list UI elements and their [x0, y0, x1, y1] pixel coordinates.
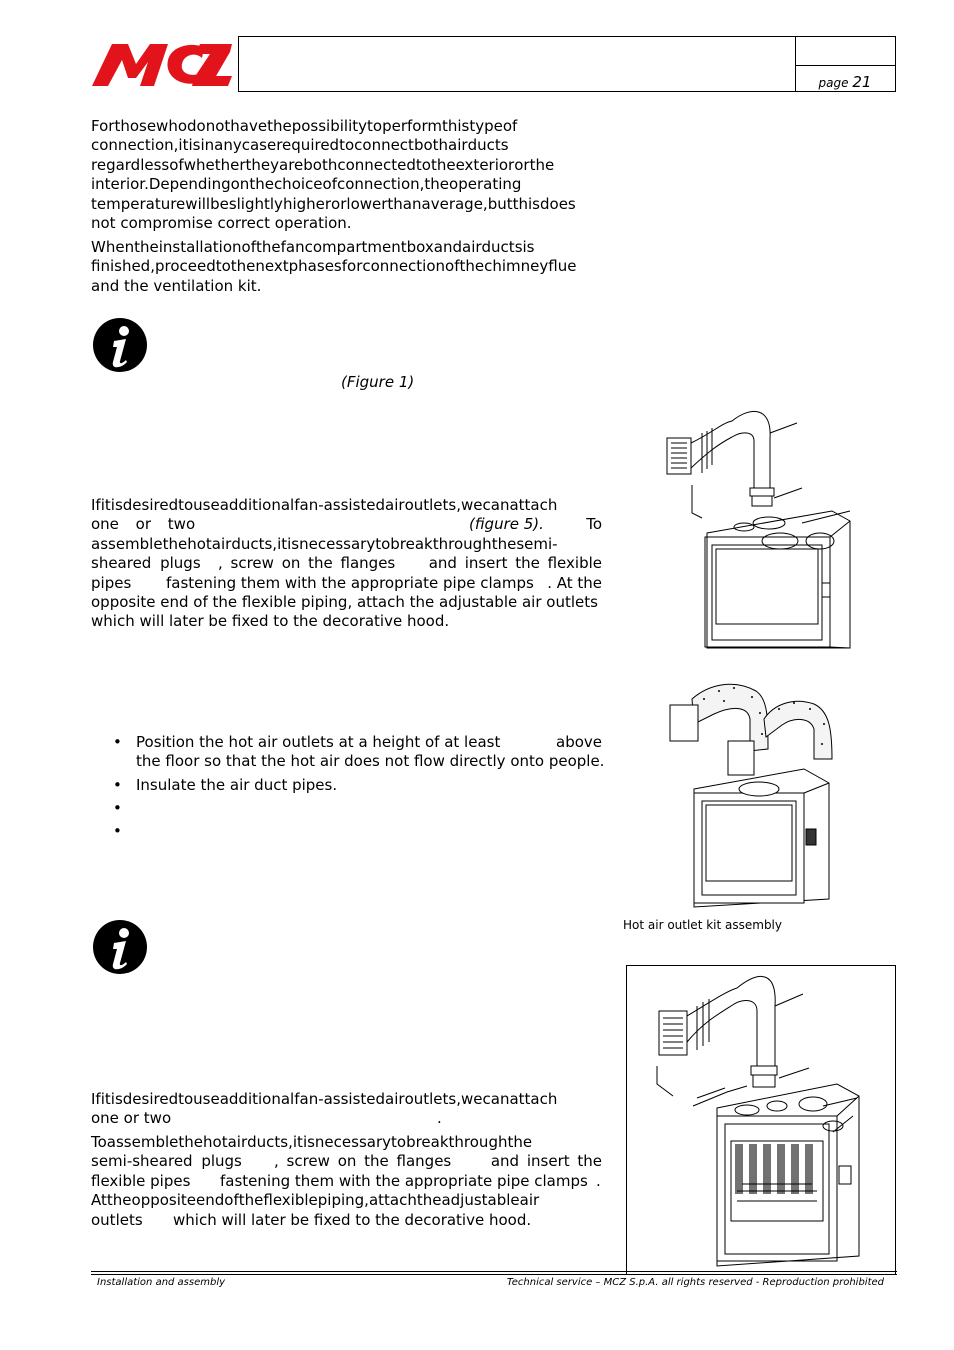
word: it [292, 1133, 303, 1151]
info-icon [92, 919, 148, 975]
bullet-marker: • [113, 822, 122, 841]
word: is [110, 1090, 123, 1108]
word: phases [288, 257, 342, 276]
word: to [339, 136, 355, 155]
word: To [91, 1133, 107, 1151]
word: exterior [455, 155, 515, 174]
word: necessary [299, 534, 376, 553]
word: operating [449, 175, 522, 194]
word: the [267, 117, 292, 135]
text-line [91, 574, 602, 593]
word: the [424, 175, 450, 194]
text-fragment: sheared plugs [91, 554, 201, 573]
word: assemble [106, 1133, 179, 1151]
word: assemble [91, 534, 163, 553]
text-line [91, 238, 602, 257]
figure-1-reference: (Figure 1) [341, 373, 415, 391]
text-line [91, 117, 602, 136]
text-fragment: . [437, 1109, 442, 1128]
word: use [193, 496, 220, 514]
word: air [448, 136, 468, 155]
text-line [91, 156, 602, 175]
text-line [91, 535, 602, 554]
word: those [114, 117, 157, 135]
header-divider-vertical [795, 36, 796, 92]
page-label: page [818, 76, 849, 90]
word: possibility [291, 117, 367, 135]
word: chimney [484, 257, 549, 276]
word: is [302, 1133, 315, 1151]
text-line [91, 496, 602, 515]
text-fragment: . At the [547, 573, 602, 592]
text-line: opposite end of the flexible piping, attach the adjustable air outlets [91, 593, 598, 612]
word: For [91, 117, 115, 135]
word: to [375, 534, 391, 553]
text-line [91, 1109, 602, 1128]
word: both [413, 136, 449, 155]
word: hot [187, 534, 212, 553]
word: whether [183, 155, 246, 174]
word: the [529, 155, 555, 174]
word: connection, [336, 175, 425, 194]
word: additional [219, 1090, 295, 1108]
word: connection [362, 257, 446, 276]
text-line [91, 1090, 602, 1109]
text-line: the floor so that the hot air does not flow directly onto people. [136, 752, 605, 771]
word: end [196, 1191, 225, 1210]
word: can [482, 496, 510, 514]
text-line [91, 554, 602, 573]
text-line [91, 1191, 602, 1210]
word: temperature [91, 194, 186, 213]
word: can [482, 1090, 510, 1108]
word: attach [509, 496, 558, 514]
word: for [341, 257, 363, 276]
word: to [415, 155, 431, 174]
text-fragment: , screw on the flanges [218, 554, 396, 573]
text-line: which will later be fixed to the decorative hood. [91, 612, 450, 631]
word: higher [282, 194, 332, 213]
word: connected [337, 155, 416, 174]
text-fragment: pipes [91, 573, 132, 592]
word: average, [421, 194, 488, 213]
text-line: Insulate the air duct pipes. [136, 775, 338, 794]
word: air [385, 1090, 405, 1108]
text-fragment: flexible pipes [91, 1171, 191, 1190]
word: choice [273, 175, 323, 194]
word: to [215, 257, 231, 276]
word: attach [368, 1191, 417, 1210]
word: through [448, 1133, 508, 1151]
word: and [433, 238, 462, 256]
word: necessary [314, 1133, 391, 1151]
word: type [469, 117, 503, 135]
word: does [540, 194, 576, 213]
word: flexible [263, 1191, 318, 1210]
word: the [238, 1191, 264, 1210]
bullet-list [113, 733, 605, 841]
word: this [441, 117, 470, 135]
section-1-paragraph [91, 496, 602, 632]
text-fragment: fastening them with the appropriate pipe clamps [220, 1171, 588, 1190]
word: ducts, [247, 1133, 293, 1151]
word: slightly [228, 194, 283, 213]
word: case [241, 136, 277, 155]
word: any [214, 136, 242, 155]
word: of [322, 175, 337, 194]
text-fragment: one or two [91, 1109, 172, 1128]
section-2-paragraph-2 [91, 1133, 602, 1230]
word: fan-assisted [294, 496, 386, 514]
word: the [256, 238, 281, 256]
figure-5-reference: (figure 5). [469, 515, 544, 534]
word: will [185, 194, 211, 213]
word: the [178, 1133, 204, 1151]
header-box [238, 36, 896, 92]
text-fragment: above [556, 733, 602, 751]
word: the [507, 1133, 533, 1151]
word: ducts, [231, 534, 278, 553]
figure-caption: Hot air outlet kit assembly [623, 918, 782, 932]
text-fragment: fastening them with the appropriate pipe clamps [166, 573, 534, 592]
text-fragment: semi-sheared plugs [91, 1152, 242, 1171]
intro-paragraph-1 [91, 117, 602, 233]
footer-right-text: Technical service – MCZ S.p.A. all rights reserved - Reproduction prohibited [506, 1277, 884, 1288]
bullet-marker: • [113, 775, 122, 794]
word: than [387, 194, 422, 213]
word: is [287, 534, 300, 553]
footer-rule [91, 1274, 897, 1275]
word: piping, [317, 1191, 369, 1210]
word: semi- [516, 534, 558, 553]
text-line [91, 1133, 602, 1152]
page-number [800, 73, 890, 91]
word: they [245, 155, 279, 174]
word: regardless [91, 155, 170, 174]
word: connection, [91, 136, 179, 155]
word: If [91, 1090, 101, 1108]
word: but [487, 194, 513, 213]
word: to [367, 117, 383, 135]
list-item [113, 733, 605, 772]
word: is [110, 496, 123, 514]
word: we [461, 496, 483, 514]
word: attach [509, 1090, 558, 1108]
word: the [230, 257, 256, 276]
word: not [205, 117, 231, 135]
word: connect [354, 136, 414, 155]
text-line [136, 733, 602, 752]
word: air [519, 1191, 540, 1210]
word: ducts [481, 238, 523, 256]
word: the [134, 238, 159, 256]
word: be [210, 194, 229, 213]
word: it [277, 534, 288, 553]
word: lower [346, 194, 388, 213]
footer-rule [91, 1271, 897, 1272]
word: proceed [154, 257, 216, 276]
word: the [416, 1191, 442, 1210]
word: box [406, 238, 434, 256]
text-fragment: and insert the [490, 1152, 602, 1171]
header-divider-horizontal [795, 65, 896, 66]
word: break [390, 534, 433, 553]
word: on [230, 175, 250, 194]
word: hot [203, 1133, 228, 1151]
text-fragment: , screw on the flanges [274, 1152, 452, 1171]
word: of [169, 155, 184, 174]
word: Depending [148, 175, 231, 194]
word: of [241, 238, 256, 256]
word: flue [548, 257, 577, 276]
text-line [91, 136, 602, 155]
text-line [91, 257, 602, 276]
word: both [303, 155, 338, 174]
text-fragment: . [596, 1171, 601, 1190]
page-number-value: 21 [852, 73, 872, 91]
word: have [230, 117, 268, 135]
figure-insulated-air-ducts [664, 679, 842, 911]
word: outlets, [404, 1090, 462, 1108]
word: to [391, 1133, 407, 1151]
word: air [227, 1133, 248, 1151]
word: next [255, 257, 289, 276]
word: are [279, 155, 304, 174]
word: additional [219, 496, 295, 514]
figure-insert-air-outlets [662, 403, 857, 661]
word: When [91, 238, 135, 256]
word: of [445, 257, 460, 276]
word: air [462, 238, 482, 256]
intro-paragraph-2 [91, 238, 602, 296]
text-line: not compromise correct operation. [91, 214, 352, 233]
word: the [430, 155, 456, 174]
word: this [512, 194, 540, 213]
word: fan [280, 238, 305, 256]
text-line [91, 1152, 602, 1171]
word: through [432, 534, 492, 553]
text-fragment: and insert the flexible [428, 554, 602, 573]
word: it [100, 496, 111, 514]
word: the [249, 175, 274, 194]
text-line [91, 195, 602, 214]
word: use [193, 1090, 220, 1108]
bullet-marker: • [113, 733, 122, 751]
list-item [113, 822, 602, 841]
word: required [276, 136, 340, 155]
word: desired [122, 1090, 179, 1108]
word: desired [122, 496, 179, 514]
footer-left-text: Installation and assembly [97, 1277, 226, 1288]
figure-box [626, 965, 896, 1275]
word: do [187, 117, 206, 135]
word: the [459, 257, 485, 276]
word: of [502, 117, 518, 135]
word: to [178, 496, 194, 514]
word: If [91, 496, 101, 514]
word: is [522, 238, 535, 256]
bullet-marker: • [113, 799, 122, 818]
mcz-logo [92, 44, 232, 86]
text-line [91, 515, 602, 534]
text-fragment: Position the hot air outlets at a height of at least [136, 733, 501, 751]
text-line: and the ventilation kit. [91, 276, 262, 295]
text-fragment: outlets [91, 1210, 143, 1229]
word: air [385, 496, 405, 514]
word: outlets, [404, 496, 462, 514]
word: of [224, 1191, 239, 1210]
word: who [156, 117, 187, 135]
word: opposite [131, 1191, 197, 1210]
word: air [211, 534, 232, 553]
word: the [106, 1191, 132, 1210]
word: fan-assisted [294, 1090, 386, 1108]
word: finished, [91, 257, 155, 276]
word: interior. [91, 175, 149, 194]
word: the [162, 534, 188, 553]
word: At [91, 1191, 107, 1210]
word: compartment [304, 238, 407, 256]
text-line [91, 1211, 602, 1230]
text-fragment: To [586, 515, 602, 534]
word: ducts [467, 136, 509, 155]
word: it [100, 1090, 111, 1108]
word: it [178, 136, 189, 155]
word: the [491, 534, 517, 553]
word: or [514, 155, 530, 174]
word: to [178, 1090, 194, 1108]
word: adjustable [441, 1191, 520, 1210]
word: we [461, 1090, 483, 1108]
list-item [113, 799, 602, 818]
word: is [188, 136, 201, 155]
word: installation [158, 238, 242, 256]
list-item [113, 776, 602, 795]
word: break [406, 1133, 449, 1151]
word: perform [382, 117, 442, 135]
word: or [331, 194, 347, 213]
text-fragment: which will later be fixed to the decorative hood. [173, 1210, 532, 1229]
word: in [200, 136, 215, 155]
info-icon [92, 317, 148, 373]
text-fragment: one or two [91, 515, 196, 534]
section-2-paragraph-1 [91, 1090, 602, 1129]
text-line [91, 1172, 602, 1191]
text-line [91, 175, 602, 194]
